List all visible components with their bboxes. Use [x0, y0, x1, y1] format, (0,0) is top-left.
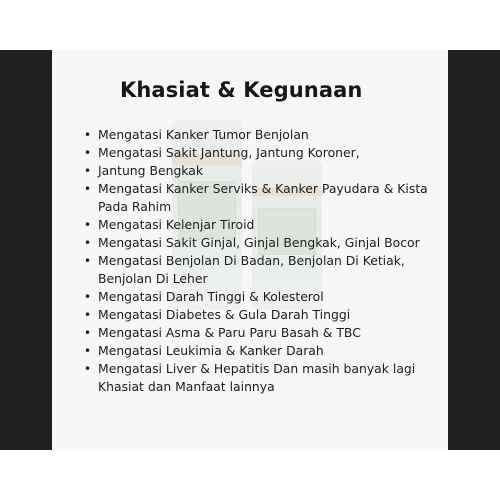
list-item-text: Mengatasi Liver & Hepatitis Dan masih banyak lagi Khasiat dan Manfaat lainnya [98, 361, 416, 394]
list-item-text: Mengatasi Kelenjar Tiroid [98, 217, 255, 232]
list-item-text: Mengatasi Asma & Paru Paru Basah & TBC [98, 325, 361, 340]
bullet-icon: • [84, 218, 92, 232]
content-panel [52, 50, 448, 450]
right-border [448, 50, 500, 450]
list-item [82, 252, 442, 288]
list-item [82, 360, 442, 396]
list-item-text: Mengatasi Benjolan Di Badan, Benjolan Di Ketiak, Benjolan Di Leher [98, 253, 405, 286]
list-item-text: Mengatasi Kanker Serviks & Kanker Payudara & Kista Pada Rahim [98, 181, 428, 214]
list-item [82, 180, 442, 216]
list-item-text: Mengatasi Diabetes & Gula Darah Tinggi [98, 307, 351, 322]
list-item [82, 162, 442, 180]
bullet-icon: • [84, 146, 92, 160]
bullet-icon: • [84, 290, 92, 304]
left-border [0, 50, 52, 450]
list-item-text: Jantung Bengkak [98, 163, 204, 178]
bullet-icon: • [84, 344, 92, 358]
list-item-text: Mengatasi Leukimia & Kanker Darah [98, 343, 324, 358]
bullet-icon: • [84, 164, 92, 178]
bullet-icon: • [84, 254, 92, 268]
bullet-icon: • [84, 362, 92, 376]
bullet-icon: • [84, 308, 92, 322]
bullet-icon: • [84, 182, 92, 196]
benefit-list [82, 126, 442, 396]
list-item-text: Mengatasi Sakit Ginjal, Ginjal Bengkak, Ginjal Bocor [98, 235, 420, 250]
list-item-text: Mengatasi Darah Tinggi & Kolesterol [98, 289, 324, 304]
list-item [82, 306, 442, 324]
list-item [82, 342, 442, 360]
list-item [82, 216, 442, 234]
list-item [82, 324, 442, 342]
list-item [82, 288, 442, 306]
bullet-icon: • [84, 236, 92, 250]
page-title: Khasiat & Kegunaan [120, 78, 363, 102]
list-item [82, 126, 442, 144]
list-item [82, 144, 442, 162]
list-item-text: Mengatasi Sakit Jantung, Jantung Koroner, [98, 145, 360, 160]
bullet-icon: • [84, 128, 92, 142]
list-item [82, 234, 442, 252]
list-item-text: Mengatasi Kanker Tumor Benjolan [98, 127, 309, 142]
bullet-icon: • [84, 326, 92, 340]
